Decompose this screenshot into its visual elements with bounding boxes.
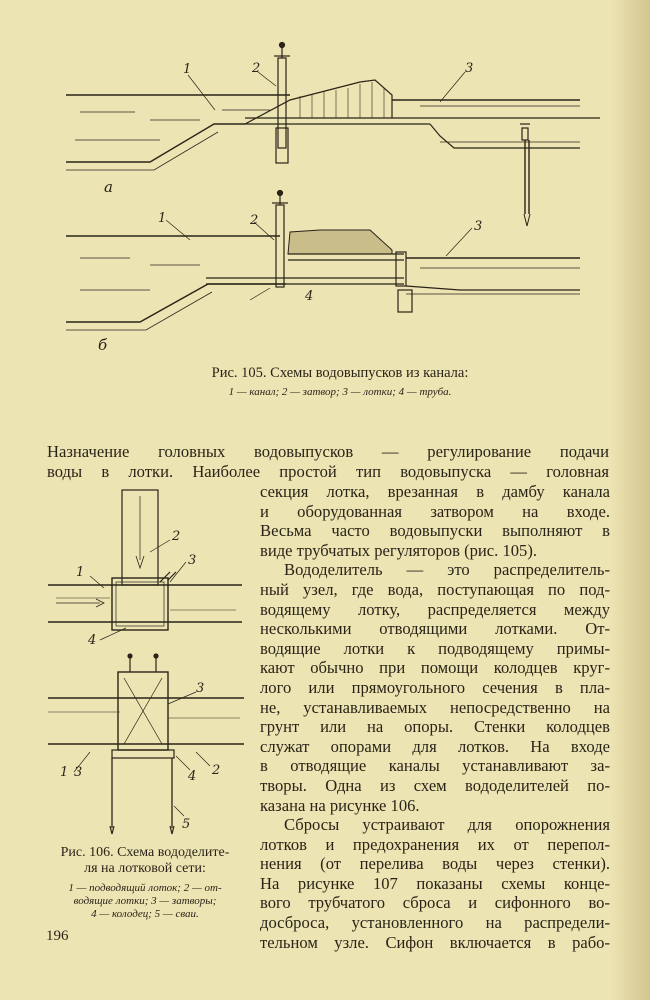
text-line: творы. Одна из схем вододелителей по- bbox=[260, 775, 610, 795]
text-line: Вододелитель — это распределитель- bbox=[284, 560, 610, 580]
text-line: виде трубчатых регуляторов (рис. 105). bbox=[260, 540, 538, 560]
text-line: нения (от перелива воды через стенки). bbox=[260, 854, 610, 874]
caption-line: Рис. 106. Схема вододелите- bbox=[60, 845, 230, 860]
fig105a-label-2: 2 bbox=[252, 61, 261, 76]
fig106-label-3-elev-b: 3 bbox=[74, 765, 83, 780]
text-line: тельном узле. Сифон включается в рабо- bbox=[260, 932, 610, 952]
fig105b-label-4: 4 bbox=[305, 289, 314, 304]
text-line: Сбросы устраивают для опорожнения bbox=[284, 815, 610, 835]
page-number: 196 bbox=[46, 928, 69, 944]
text-line: казана на рисунке 106. bbox=[260, 795, 420, 815]
fig106-label-1-elev: 1 bbox=[60, 765, 69, 780]
text-line: секция лотка, врезанная в дамбу канала bbox=[260, 482, 610, 501]
text-line: На рисунке 107 показаны схемы конце- bbox=[260, 873, 610, 893]
fig106-label-1-top: 1 bbox=[76, 565, 85, 580]
text-line: вого трубчатого сброса и сифонного во- bbox=[260, 893, 610, 913]
text-line: досброса, установленного на распредели- bbox=[260, 913, 610, 933]
text-line: и оборудованная затвором на входе. bbox=[260, 501, 610, 521]
text-line: несколькими отводящими лотками. От- bbox=[260, 619, 610, 639]
fig106-label-2-elev: 2 bbox=[212, 763, 221, 778]
fig106-label-3-elev: 3 bbox=[196, 681, 205, 696]
text-line: ный узел, где вода, поступающая по под- bbox=[260, 579, 610, 599]
text-line: воды в лотки. Наиболее простой тип водовыпуска — головная bbox=[47, 461, 609, 481]
legend-line: 4 — колодец; 5 — сваи. bbox=[91, 908, 199, 920]
caption-line: ля на лотковой сети: bbox=[84, 861, 206, 876]
fig105a-label-1: 1 bbox=[183, 62, 192, 77]
text-line: Весьма часто водовыпуски выполняют в bbox=[260, 521, 610, 541]
fig105a-subfig-letter: а bbox=[104, 178, 113, 196]
legend-line: водящие лотки; 3 — затворы; bbox=[73, 895, 217, 907]
fig106-label-2-top: 2 bbox=[172, 529, 181, 544]
figure-106-caption bbox=[40, 845, 250, 877]
text-line: не, устанавливаемых непосредственно на bbox=[260, 697, 610, 717]
fig105b-label-1: 1 bbox=[158, 211, 167, 226]
legend-line: 1 — подводящий лоток; 2 — от- bbox=[68, 882, 222, 894]
fig105a-label-3: 3 bbox=[465, 61, 474, 76]
figure-105-caption: Рис. 105. Схемы водовыпусков из канала: bbox=[211, 365, 469, 381]
text-line: водящему лотку, распределяется между bbox=[260, 599, 610, 619]
text-line: лого или прямоугольного сечения в пла- bbox=[260, 677, 610, 697]
text-line: служат опорами для лотков. На входе bbox=[260, 736, 610, 756]
text-line: лотков и предохранения их от перепол- bbox=[260, 834, 610, 854]
fig105b-label-2: 2 bbox=[250, 213, 259, 228]
fig106-label-4-elev: 4 bbox=[188, 769, 197, 784]
text-line: кают обычно при помощи колодцев круг- bbox=[260, 658, 610, 678]
text-line: в отводящие каналы устанавливают за- bbox=[260, 756, 610, 776]
figure-105-legend: 1 — канал; 2 — затвор; 3 — лотки; 4 — труба. bbox=[228, 386, 452, 398]
fig105b-label-3: 3 bbox=[474, 219, 483, 234]
fig106-label-4-top: 4 bbox=[88, 633, 97, 648]
fig106-label-3-top: 3 bbox=[188, 553, 197, 568]
text-line: водящие лотки к подводящему примы- bbox=[260, 638, 610, 658]
figure-106-legend bbox=[40, 882, 250, 921]
fig105b-subfig-letter: б bbox=[98, 336, 108, 354]
text-line: Назначение головных водовыпусков — регулирование подачи bbox=[47, 442, 609, 461]
fig106-label-5: 5 bbox=[182, 817, 191, 832]
text-line: грунт или на опоры. Стенки колодцев bbox=[260, 717, 610, 737]
